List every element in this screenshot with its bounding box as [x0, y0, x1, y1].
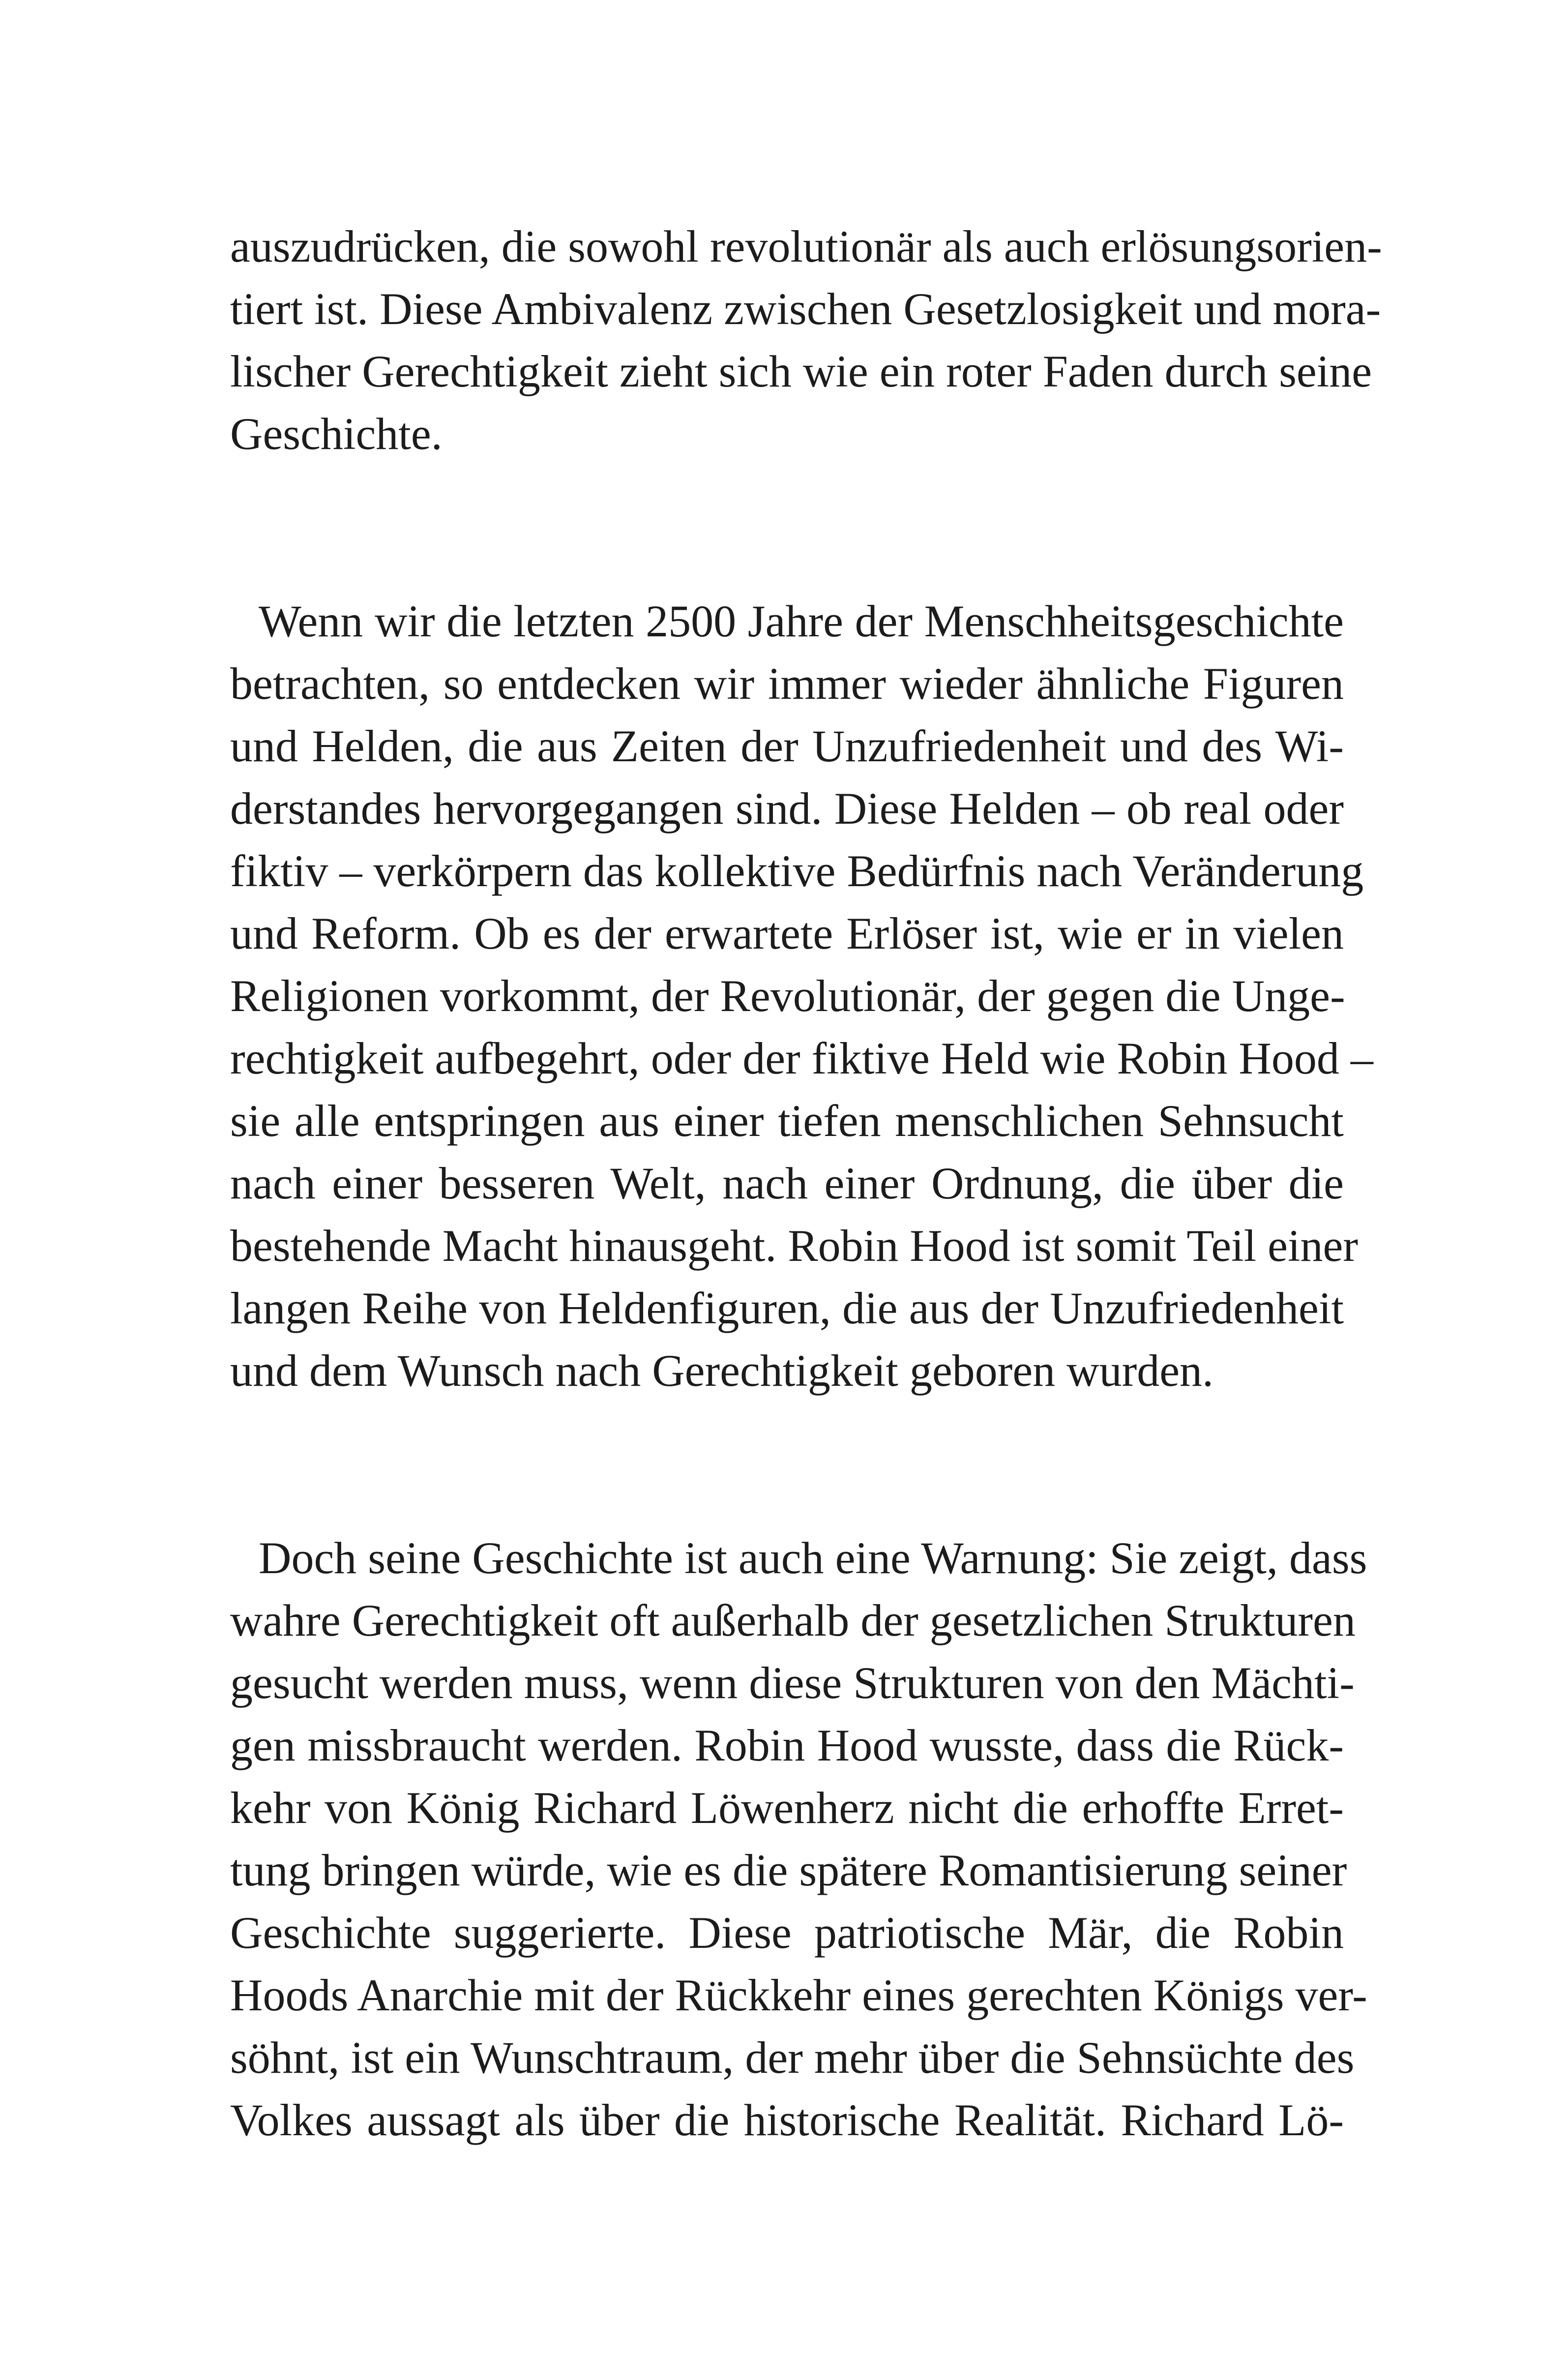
text-line: Religionen vorkommt, der Revolutionär, der gegen die Unge-	[230, 971, 1345, 1021]
paragraph-2	[230, 590, 1373, 1402]
text-line: lischer Gerechtigkeit zieht sich wie ein roter Faden durch seine	[230, 346, 1372, 396]
text-line: Wenn wir die letzten 2500 Jahre der Menschheitsgeschichte	[259, 596, 1344, 646]
text-line: und dem Wunsch nach Gerechtigkeit geboren wurden.	[230, 1345, 1214, 1396]
text-line: nach einer besseren Welt, nach einer Ordnung, die über die	[230, 1158, 1344, 1208]
text-line: bestehende Macht hinausgeht. Robin Hood ist somit Teil einer	[230, 1221, 1359, 1271]
text-line: rechtigkeit aufbegehrt, oder der fiktive Held wie Robin Hood –	[230, 1033, 1373, 1083]
text-line: Hoods Anarchie mit der Rückkehr eines gerechten Königs ver-	[230, 1970, 1367, 2020]
text-line: sie alle entspringen aus einer tiefen menschlichen Sehnsucht	[230, 1096, 1344, 1146]
text-line: wahre Gerechtigkeit oft außerhalb der gesetzlichen Strukturen	[230, 1595, 1356, 1645]
body-text	[230, 215, 1382, 2151]
paragraph-3	[230, 1527, 1367, 2151]
text-line: und Helden, die aus Zeiten der Unzufriedenheit und des Wi-	[230, 721, 1344, 771]
text-line: kehr von König Richard Löwenherz nicht die erhoffte Erret-	[230, 1783, 1344, 1833]
text-line: Doch seine Geschichte ist auch eine Warnung: Sie zeigt, dass	[259, 1533, 1367, 1583]
text-line: tiert ist. Diese Ambivalenz zwischen Gesetzlosigkeit und mora-	[230, 284, 1381, 334]
text-line: Geschichte.	[230, 409, 443, 459]
paragraph-1	[230, 215, 1382, 465]
text-line: fiktiv – verkörpern das kollektive Bedürfnis nach Veränderung	[230, 846, 1364, 896]
paragraph-spacer	[230, 465, 1344, 590]
paragraph-spacer	[230, 1402, 1344, 1527]
text-line: derstandes hervorgegangen sind. Diese Helden – ob real oder	[230, 783, 1344, 834]
text-line: betrachten, so entdecken wir immer wieder ähnliche Figuren	[230, 658, 1344, 709]
text-line: auszudrücken, die sowohl revolutionär als auch erlösungsorien-	[230, 221, 1382, 271]
text-line: langen Reihe von Heldenfiguren, die aus der Unzufriedenheit	[230, 1283, 1344, 1333]
text-line: söhnt, ist ein Wunschtraum, der mehr über die Sehnsüchte des	[230, 2032, 1355, 2083]
text-line: Volkes aussagt als über die historische Realität. Richard Lö-	[230, 2095, 1344, 2145]
text-line: Geschichte suggerierte. Diese patriotische Mär, die Robin	[230, 1908, 1344, 1958]
text-line: und Reform. Ob es der erwartete Erlöser ist, wie er in vielen	[230, 908, 1344, 958]
text-line: tung bringen würde, wie es die spätere Romantisierung seiner	[230, 1845, 1347, 1895]
text-line: gesucht werden muss, wenn diese Strukturen von den Mächti-	[230, 1658, 1355, 1708]
text-line: gen missbraucht werden. Robin Hood wusste, dass die Rück-	[230, 1720, 1344, 1770]
